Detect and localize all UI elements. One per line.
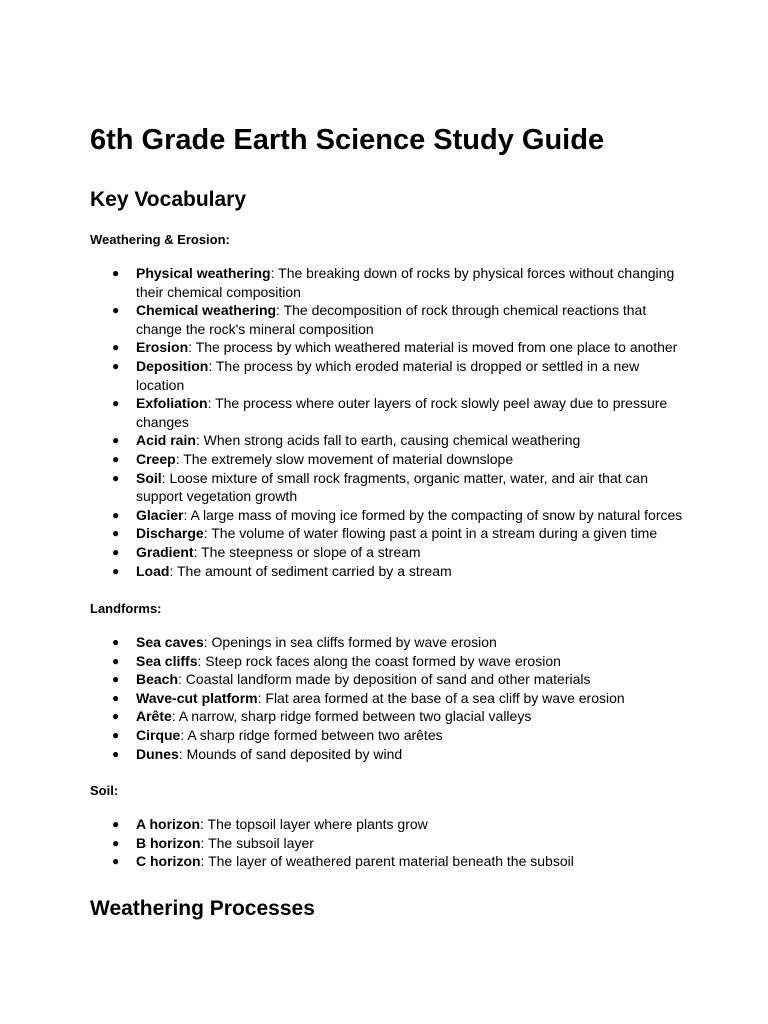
bullet-icon: ● (112, 396, 120, 411)
vocab-term: Gradient (136, 543, 194, 560)
bullet-icon: ● (112, 358, 120, 373)
bullet-icon: ● (112, 340, 120, 355)
list-item (90, 852, 690, 871)
vocab-definition: : The process where outer layers of rock slowly peel away due to pressure changes (136, 395, 668, 430)
vocab-term: Wave-cut platform (136, 689, 258, 706)
bullet-icon: ● (112, 817, 120, 831)
vocab-definition: : The topsoil layer where plants grow (200, 816, 428, 832)
bullet-icon: ● (112, 635, 120, 649)
soil-label: Soil: (90, 783, 119, 798)
list-item (90, 524, 690, 543)
bullet-icon: ● (112, 653, 120, 668)
vocab-definition: : The layer of weathered parent material beneath the subsoil (200, 853, 574, 870)
list-item (90, 726, 690, 745)
list-item (90, 745, 690, 764)
vocab-term: Sea cliffs (136, 652, 198, 669)
landforms-list (90, 633, 690, 763)
vocab-term: Chemical weathering (136, 302, 277, 319)
vocab-term: A horizon (136, 816, 201, 832)
list-item (90, 633, 690, 652)
list-item (90, 357, 690, 394)
bullet-icon: ● (112, 266, 120, 280)
bullet-icon: ● (112, 470, 120, 485)
vocab-definition: : The amount of sediment carried by a stream (169, 562, 452, 579)
vocab-term: Arête (136, 708, 172, 725)
vocab-definition: : Steep rock faces along the coast formed by wave erosion (197, 652, 561, 669)
vocab-term: C horizon (136, 853, 201, 870)
soil-list (90, 815, 690, 871)
list-item (90, 264, 690, 301)
list-item (90, 450, 690, 469)
vocab-term: Discharge (136, 525, 204, 542)
list-item (90, 689, 690, 708)
bullet-icon: ● (112, 835, 120, 850)
vocab-term: Deposition (136, 357, 209, 374)
weathering-erosion-label: Weathering & Erosion: (90, 232, 230, 247)
vocab-term: Dunes (136, 745, 179, 762)
bullet-icon: ● (112, 854, 120, 869)
bullet-icon: ● (112, 690, 120, 705)
list-item (90, 670, 690, 689)
document-title: 6th Grade Earth Science Study Guide (90, 124, 605, 156)
list-item (90, 707, 690, 726)
vocab-definition: : Loose mixture of small rock fragments, organic matter, water, and air that can support vegetation growth (136, 469, 649, 505)
list-item (90, 394, 690, 431)
vocab-definition: : The process by which eroded material is dropped or settled in a new location (136, 357, 640, 393)
vocab-term: Exfoliation (136, 395, 208, 412)
vocab-term: Erosion (136, 339, 189, 356)
list-item (90, 431, 690, 450)
vocab-term: B horizon (136, 834, 201, 851)
vocab-term: Load (136, 562, 170, 579)
vocab-definition: : The extremely slow movement of material downslope (175, 450, 514, 467)
list-item (90, 562, 690, 581)
list-item (90, 543, 690, 562)
bullet-icon: ● (112, 672, 120, 687)
bullet-icon: ● (112, 709, 120, 724)
bullet-icon: ● (112, 526, 120, 541)
vocab-term: Glacier (136, 506, 184, 523)
vocab-term: Soil (136, 469, 162, 486)
vocab-definition: : A large mass of moving ice formed by the compacting of snow by natural forces (183, 506, 683, 523)
bullet-icon: ● (112, 563, 120, 578)
vocab-definition: : A sharp ridge formed between two arêtes (180, 726, 443, 743)
vocab-term: Physical weathering (136, 265, 271, 281)
list-item (90, 506, 690, 525)
vocab-term: Creep (136, 450, 176, 467)
vocab-definition: : Mounds of sand deposited by wind (178, 745, 403, 762)
bullet-icon: ● (112, 303, 120, 318)
key-vocabulary-heading: Key Vocabulary (90, 188, 247, 211)
vocab-term: Cirque (136, 726, 181, 743)
list-item (90, 301, 690, 338)
vocab-definition: : The subsoil layer (200, 834, 314, 851)
weathering-erosion-list (90, 264, 690, 580)
vocab-definition: : A narrow, sharp ridge formed between two glacial valleys (171, 708, 532, 725)
vocab-definition: : The process by which weathered material is moved from one place to another (188, 339, 678, 356)
bullet-icon: ● (112, 507, 120, 522)
vocab-term: Beach (136, 671, 179, 688)
vocab-term: Acid rain (136, 432, 196, 449)
vocab-definition: : The decomposition of rock through chemical reactions that change the rock's mineral composition (136, 302, 647, 337)
weathering-processes-heading: Weathering Processes (90, 897, 315, 920)
vocab-definition: : Coastal landform made by deposition of sand and other materials (178, 671, 591, 688)
list-item (90, 469, 690, 506)
vocab-definition: : Openings in sea cliffs formed by wave erosion (203, 634, 497, 650)
list-item (90, 652, 690, 671)
list-item (90, 338, 690, 357)
vocab-definition: : Flat area formed at the base of a sea cliff by wave erosion (257, 689, 625, 706)
bullet-icon: ● (112, 433, 120, 448)
bullet-icon: ● (112, 544, 120, 559)
list-item (90, 834, 690, 853)
bullet-icon: ● (112, 727, 120, 742)
vocab-definition: : The breaking down of rocks by physical forces without changing their chemical composition (136, 265, 675, 300)
vocab-definition: : The volume of water flowing past a point in a stream during a given time (203, 525, 658, 542)
vocab-definition: : The steepness or slope of a stream (193, 543, 421, 560)
list-item (90, 815, 690, 834)
bullet-icon: ● (112, 746, 120, 761)
landforms-label: Landforms: (90, 601, 162, 616)
bullet-icon: ● (112, 451, 120, 466)
vocab-definition: : When strong acids fall to earth, causing chemical weathering (195, 432, 581, 449)
vocab-term: Sea caves (136, 634, 204, 650)
